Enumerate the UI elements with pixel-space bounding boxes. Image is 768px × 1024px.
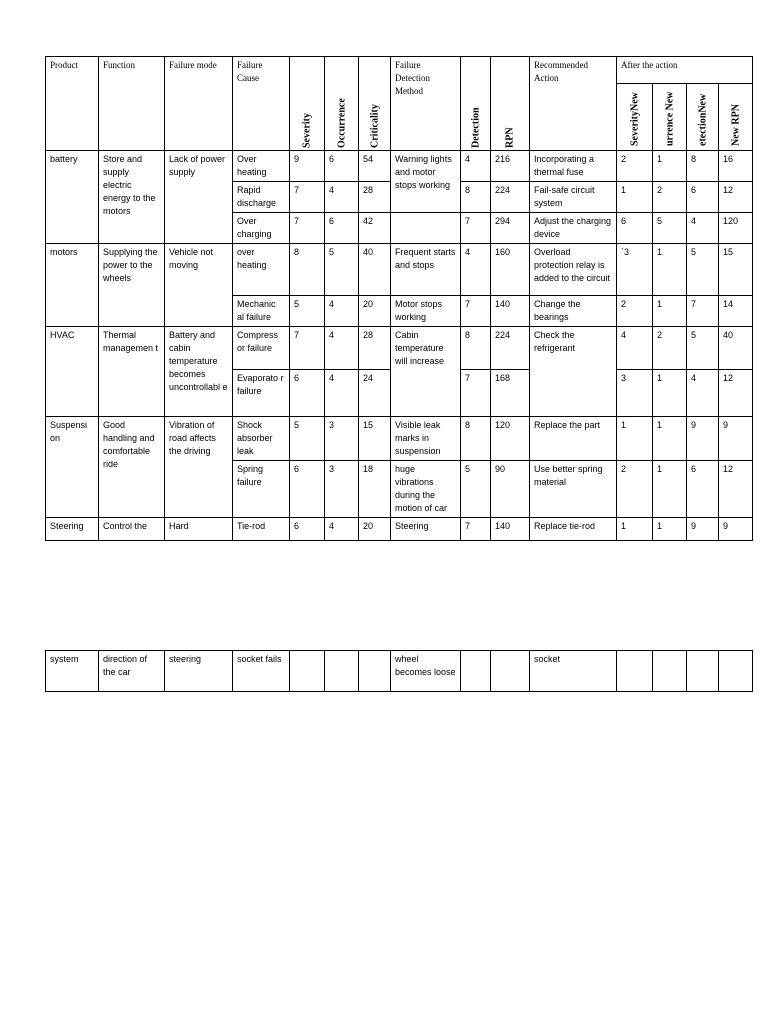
occurrence-cell: 4 — [325, 518, 359, 541]
occurrence-cell: 3 — [325, 417, 359, 461]
rpn-new-cell: 40 — [719, 327, 753, 370]
occurrence-cell: 4 — [325, 182, 359, 213]
detection-cell: 4 — [461, 151, 491, 182]
cause-cell: over heating — [233, 244, 290, 296]
cause-cell: Tie-rod — [233, 518, 290, 541]
severity-cell — [290, 651, 325, 692]
action-cell: Check the refrigerant — [530, 327, 617, 417]
action-cell: Replace tie-rod — [530, 518, 617, 541]
rpn-cell: 120 — [491, 417, 530, 461]
rpn-new-cell: 12 — [719, 370, 753, 417]
cause-cell: socket fails — [233, 651, 290, 692]
rpn-new-cell — [719, 651, 753, 692]
severity-new-cell: 1 — [617, 518, 653, 541]
cause-cell: Rapid discharge — [233, 182, 290, 213]
occurrence-new-cell: 5 — [653, 213, 687, 244]
detection-new-cell: 4 — [687, 370, 719, 417]
function-cell: direction of the car — [99, 651, 165, 692]
detection-new-cell: 5 — [687, 244, 719, 296]
rpn-cell: 294 — [491, 213, 530, 244]
cause-cell: Over heating — [233, 151, 290, 182]
header-rpn-label: RPN — [504, 127, 516, 148]
rpn-cell: 140 — [491, 296, 530, 327]
action-cell: Replace the part — [530, 417, 617, 461]
rpn-cell: 216 — [491, 151, 530, 182]
detection-cell: 7 — [461, 370, 491, 417]
action-cell: Incorporating a thermal fuse — [530, 151, 617, 182]
header-rpn-new — [719, 84, 753, 151]
severity-cell: 7 — [290, 182, 325, 213]
rpn-cell — [491, 651, 530, 692]
header-failure-cause: Failure Cause — [233, 57, 290, 151]
cause-cell: Spring failure — [233, 461, 290, 518]
occurrence-new-cell: 1 — [653, 370, 687, 417]
rpn-new-cell: 9 — [719, 518, 753, 541]
detection-method-cell: Steering — [391, 518, 461, 541]
occurrence-new-cell: 1 — [653, 518, 687, 541]
rpn-cell: 224 — [491, 327, 530, 370]
header-occurrence-new-label: urrence New — [664, 91, 675, 146]
failure-mode-cell: Vehicle not moving — [165, 244, 233, 327]
function-cell: Good handling and comfortable ride — [99, 417, 165, 518]
detection-new-cell: 6 — [687, 182, 719, 213]
criticality-cell: 54 — [359, 151, 391, 182]
severity-new-cell: 1 — [617, 182, 653, 213]
header-detection-new — [687, 84, 719, 151]
occurrence-new-cell: 1 — [653, 151, 687, 182]
criticality-cell: 28 — [359, 182, 391, 213]
header-severity-label: Severity — [301, 113, 313, 148]
occurrence-new-cell: 1 — [653, 296, 687, 327]
product-cell: motors — [46, 244, 99, 327]
criticality-cell: 24 — [359, 370, 391, 417]
detection-method-cell: wheel becomes loose — [391, 651, 461, 692]
occurrence-new-cell: 1 — [653, 417, 687, 461]
function-cell: Thermal managemen t — [99, 327, 165, 417]
rpn-cell: 160 — [491, 244, 530, 296]
header-failure-mode: Failure mode — [165, 57, 233, 151]
occurrence-cell: 3 — [325, 461, 359, 518]
header-detection-method: Failure Detection Method — [391, 57, 461, 151]
detection-method-cell: Warning lights and motor stops working — [391, 151, 461, 213]
occurrence-cell: 5 — [325, 244, 359, 296]
rpn-cell: 224 — [491, 182, 530, 213]
cause-cell: Mechanic al failure — [233, 296, 290, 327]
severity-cell: 6 — [290, 518, 325, 541]
rpn-new-cell: 14 — [719, 296, 753, 327]
criticality-cell: 20 — [359, 518, 391, 541]
criticality-cell: 18 — [359, 461, 391, 518]
criticality-cell: 15 — [359, 417, 391, 461]
detection-new-cell: 9 — [687, 518, 719, 541]
severity-cell: 7 — [290, 213, 325, 244]
detection-new-cell: 8 — [687, 151, 719, 182]
criticality-cell: 20 — [359, 296, 391, 327]
function-cell: Store and supply electric energy to the motors — [99, 151, 165, 244]
detection-cell: 5 — [461, 461, 491, 518]
occurrence-new-cell — [653, 651, 687, 692]
table-row — [46, 327, 753, 370]
occurrence-new-cell: 1 — [653, 461, 687, 518]
severity-cell: 6 — [290, 370, 325, 417]
header-occurrence-label: Occurrence — [336, 98, 347, 148]
detection-method-cell: Visible leak marks in suspension — [391, 417, 461, 461]
header-occurrence — [325, 57, 359, 151]
severity-cell: 7 — [290, 327, 325, 370]
severity-new-cell: 2 — [617, 461, 653, 518]
header-severity-new — [617, 84, 653, 151]
product-cell: system — [46, 651, 99, 692]
severity-new-cell: 4 — [617, 327, 653, 370]
failure-mode-cell: Hard — [165, 518, 233, 541]
severity-cell: 5 — [290, 296, 325, 327]
product-cell: HVAC — [46, 327, 99, 417]
occurrence-cell: 4 — [325, 327, 359, 370]
product-cell: Suspensi on — [46, 417, 99, 518]
fmea-table-continued — [45, 650, 753, 692]
severity-cell: 6 — [290, 461, 325, 518]
header-detection-label: Detection — [470, 107, 481, 148]
action-cell: Adjust the charging device — [530, 213, 617, 244]
severity-new-cell: `3 — [617, 244, 653, 296]
severity-cell: 9 — [290, 151, 325, 182]
severity-cell: 5 — [290, 417, 325, 461]
table-row — [46, 518, 753, 541]
detection-cell: 7 — [461, 213, 491, 244]
occurrence-cell: 4 — [325, 370, 359, 417]
detection-method-cell — [391, 213, 461, 244]
cause-cell: Compress or failure — [233, 327, 290, 370]
cause-cell: Shock absorber leak — [233, 417, 290, 461]
detection-cell — [461, 651, 491, 692]
header-function: Function — [99, 57, 165, 151]
failure-mode-cell: Battery and cabin temperature becomes uncontrollabl e — [165, 327, 233, 417]
detection-new-cell: 5 — [687, 327, 719, 370]
action-cell: Fail-safe circuit system — [530, 182, 617, 213]
rpn-new-cell: 120 — [719, 213, 753, 244]
severity-new-cell: 2 — [617, 296, 653, 327]
detection-cell: 8 — [461, 327, 491, 370]
rpn-cell: 140 — [491, 518, 530, 541]
failure-mode-cell: Vibration of road affects the driving — [165, 417, 233, 518]
table-row — [46, 151, 753, 182]
occurrence-cell: 6 — [325, 213, 359, 244]
product-cell: Steering — [46, 518, 99, 541]
severity-new-cell: 1 — [617, 417, 653, 461]
header-occurrence-new — [653, 84, 687, 151]
detection-cell: 7 — [461, 296, 491, 327]
detection-new-cell: 7 — [687, 296, 719, 327]
detection-method-cell: Frequent starts and stops — [391, 244, 461, 296]
header-severity-new-label: SeverityNew — [629, 92, 640, 146]
header-criticality — [359, 57, 391, 151]
criticality-cell — [359, 651, 391, 692]
detection-new-cell: 9 — [687, 417, 719, 461]
detection-cell: 8 — [461, 417, 491, 461]
product-cell: battery — [46, 151, 99, 244]
function-cell: Supplying the power to the wheels — [99, 244, 165, 327]
action-cell: socket — [530, 651, 617, 692]
severity-new-cell: 3 — [617, 370, 653, 417]
occurrence-cell: 6 — [325, 151, 359, 182]
failure-mode-cell: steering — [165, 651, 233, 692]
detection-method-cell: huge vibrations during the motion of car — [391, 461, 461, 518]
cause-cell: Evaporato r failure — [233, 370, 290, 417]
detection-cell: 7 — [461, 518, 491, 541]
header-after-action: After the action — [617, 57, 753, 84]
cause-cell: Over charging — [233, 213, 290, 244]
function-cell: Control the — [99, 518, 165, 541]
detection-new-cell: 4 — [687, 213, 719, 244]
rpn-new-cell: 15 — [719, 244, 753, 296]
detection-new-cell — [687, 651, 719, 692]
rpn-new-cell: 12 — [719, 182, 753, 213]
occurrence-new-cell: 2 — [653, 182, 687, 213]
action-cell: Change the bearings — [530, 296, 617, 327]
failure-mode-cell: Lack of power supply — [165, 151, 233, 244]
header-criticality-label: Criticality — [369, 104, 380, 148]
detection-cell: 8 — [461, 182, 491, 213]
rpn-new-cell: 9 — [719, 417, 753, 461]
detection-cell: 4 — [461, 244, 491, 296]
header-product: Product — [46, 57, 99, 151]
header-detection — [461, 57, 491, 151]
rpn-new-cell: 16 — [719, 151, 753, 182]
occurrence-new-cell: 2 — [653, 327, 687, 370]
criticality-cell: 28 — [359, 327, 391, 370]
detection-method-cell: Cabin temperature will increase — [391, 327, 461, 417]
occurrence-cell: 4 — [325, 296, 359, 327]
header-detection-new-label: etectionNew — [697, 93, 708, 146]
table-row — [46, 244, 753, 296]
rpn-cell: 90 — [491, 461, 530, 518]
severity-new-cell: 2 — [617, 151, 653, 182]
occurrence-cell — [325, 651, 359, 692]
criticality-cell: 40 — [359, 244, 391, 296]
severity-new-cell — [617, 651, 653, 692]
severity-new-cell: 6 — [617, 213, 653, 244]
header-severity — [290, 57, 325, 151]
rpn-cell: 168 — [491, 370, 530, 417]
detection-method-cell: Motor stops working — [391, 296, 461, 327]
detection-new-cell: 6 — [687, 461, 719, 518]
header-rpn-new-label: New RPN — [730, 104, 742, 146]
action-cell: Use better spring material — [530, 461, 617, 518]
header-recommended-action: Recommended Action — [530, 57, 617, 151]
rpn-new-cell: 12 — [719, 461, 753, 518]
table-row — [46, 417, 753, 461]
header-rpn — [491, 57, 530, 151]
action-cell: Overload protection relay is added to the circuit — [530, 244, 617, 296]
occurrence-new-cell: 1 — [653, 244, 687, 296]
criticality-cell: 42 — [359, 213, 391, 244]
fmea-table — [45, 56, 753, 541]
severity-cell: 8 — [290, 244, 325, 296]
table-row — [46, 651, 753, 692]
